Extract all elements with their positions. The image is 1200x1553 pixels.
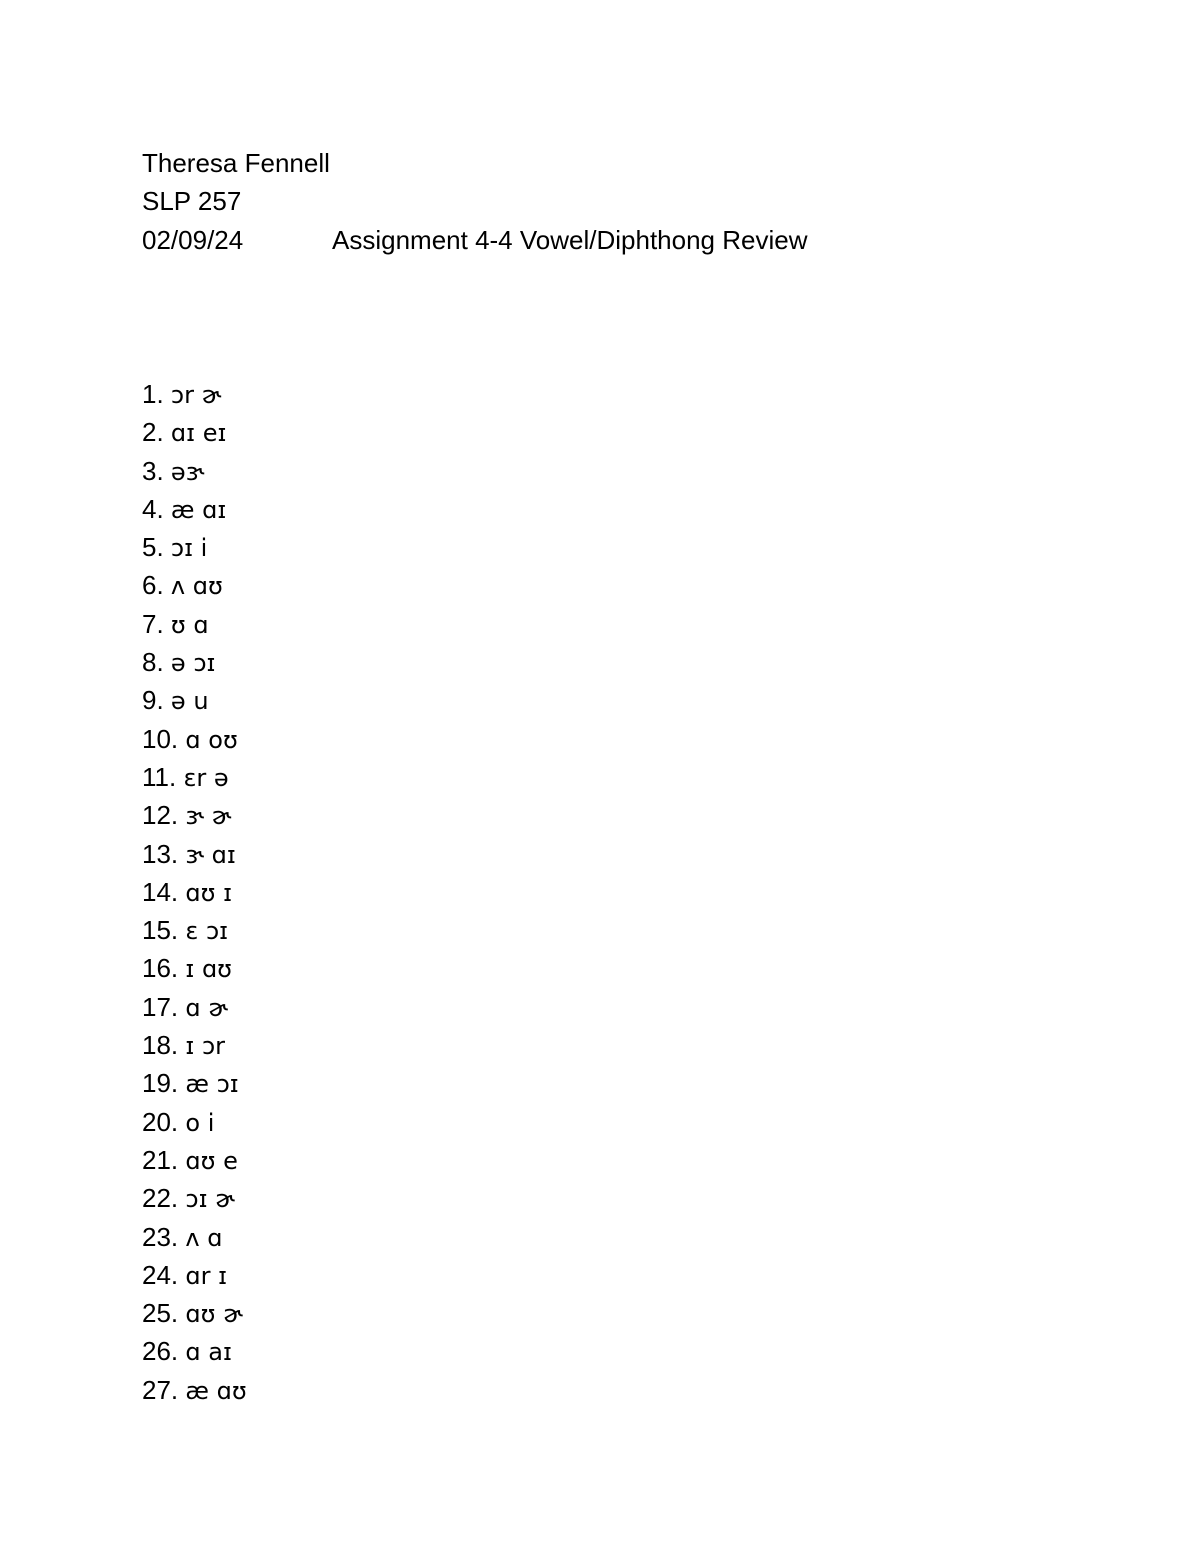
answer-number: 8. (142, 647, 164, 678)
answer-transcription: o i (185, 1108, 215, 1137)
answer-number: 22. (142, 1183, 179, 1214)
answer-transcription: ɪ ɑʊ (185, 955, 232, 984)
answer-number: 13. (142, 838, 179, 869)
answer-transcription: ɛ ɔɪ (185, 917, 229, 946)
answer-transcription: ɑɪ eɪ (170, 419, 227, 448)
answer-transcription: ɔɪ ɚ (185, 1185, 235, 1214)
answer-number: 11. (142, 761, 177, 792)
answer-item (142, 375, 247, 413)
answer-number: 6. (142, 570, 164, 601)
answer-number: 15. (142, 915, 179, 946)
answer-transcription: ʌ ɑʊ (170, 572, 223, 601)
answer-item (142, 873, 247, 911)
answer-item (142, 1332, 247, 1370)
answer-number: 5. (142, 532, 164, 563)
answer-item (142, 1064, 247, 1102)
answer-number: 18. (142, 1030, 179, 1061)
student-name: Theresa Fennell (142, 148, 330, 178)
answer-number: 25. (142, 1298, 179, 1329)
answer-number: 7. (142, 608, 164, 639)
answer-item (142, 1103, 247, 1141)
answer-item (142, 1256, 247, 1294)
answer-item (142, 1371, 247, 1409)
answer-transcription: ɪ ɔr (185, 1032, 225, 1061)
answer-item (142, 490, 247, 528)
answer-transcription: æ ɑɪ (170, 495, 227, 524)
answer-item (142, 1179, 247, 1217)
answer-number: 21. (142, 1144, 179, 1175)
document-header (142, 144, 807, 259)
answer-item (142, 720, 247, 758)
answer-item (142, 413, 247, 451)
answer-transcription: æ ɔɪ (185, 1070, 239, 1099)
answer-number: 10. (142, 723, 179, 754)
answer-transcription: ʌ ɑ (185, 1223, 223, 1252)
answer-number: 14. (142, 876, 179, 907)
course-code: SLP 257 (142, 186, 242, 217)
answer-transcription: ɛr ə (183, 763, 229, 792)
answer-number: 2. (142, 417, 164, 448)
answer-number: 3. (142, 455, 164, 486)
answer-transcription: ɔr ɚ (170, 381, 222, 409)
answer-number: 24. (142, 1259, 179, 1290)
answer-item (142, 949, 247, 987)
answer-transcription: ɑ oʊ (185, 725, 238, 754)
assignment-date: 02/09/24 (142, 224, 244, 255)
answer-item (142, 796, 247, 834)
assignment-title: Assignment 4-4 Vowel/Diphthong Review (332, 224, 808, 255)
answer-number: 16. (142, 953, 179, 984)
answer-transcription: ə ɔɪ (170, 649, 216, 678)
answer-number: 17. (142, 991, 179, 1022)
answer-transcription: æ ɑʊ (185, 1376, 247, 1405)
answer-number: 9. (142, 685, 164, 716)
answer-item (142, 681, 247, 719)
answer-transcription: ɑr ɪ (185, 1261, 228, 1290)
answer-item (142, 911, 247, 949)
answer-item (142, 1141, 247, 1179)
answer-item (142, 643, 247, 681)
answer-transcription: ɔɪ i (170, 534, 208, 563)
answer-number: 4. (142, 493, 164, 524)
answer-transcription: ɑ ɚ (185, 993, 228, 1022)
answer-number: 27. (142, 1374, 179, 1405)
answer-number: 12. (142, 800, 179, 831)
answer-item (142, 758, 247, 796)
answer-transcription: ɑ aɪ (185, 1338, 232, 1367)
answer-item (142, 452, 247, 490)
answer-number: 19. (142, 1068, 179, 1099)
date-and-title-line (142, 221, 807, 259)
answer-transcription: ʊ ɑ (170, 610, 209, 639)
answer-number: 26. (142, 1336, 179, 1367)
answer-item (142, 605, 247, 643)
answer-item (142, 1294, 247, 1332)
answer-list (142, 375, 247, 1409)
answer-transcription: əɝ (170, 457, 205, 486)
answer-item (142, 1218, 247, 1256)
answer-item (142, 988, 247, 1026)
answer-transcription: ə u (170, 687, 209, 716)
answer-transcription: ɑʊ ɪ (185, 878, 232, 907)
answer-item (142, 835, 247, 873)
answer-transcription: ɑʊ ɚ (185, 1300, 243, 1329)
answer-item (142, 566, 247, 604)
answer-number: 20. (142, 1106, 179, 1137)
answer-item (142, 1026, 247, 1064)
answer-transcription: ɝ ɑɪ (185, 840, 236, 869)
answer-transcription: ɝ ɚ (185, 802, 232, 831)
answer-item (142, 528, 247, 566)
answer-number: 1. (142, 379, 164, 409)
answer-number: 23. (142, 1221, 179, 1252)
answer-transcription: ɑʊ e (185, 1146, 238, 1175)
